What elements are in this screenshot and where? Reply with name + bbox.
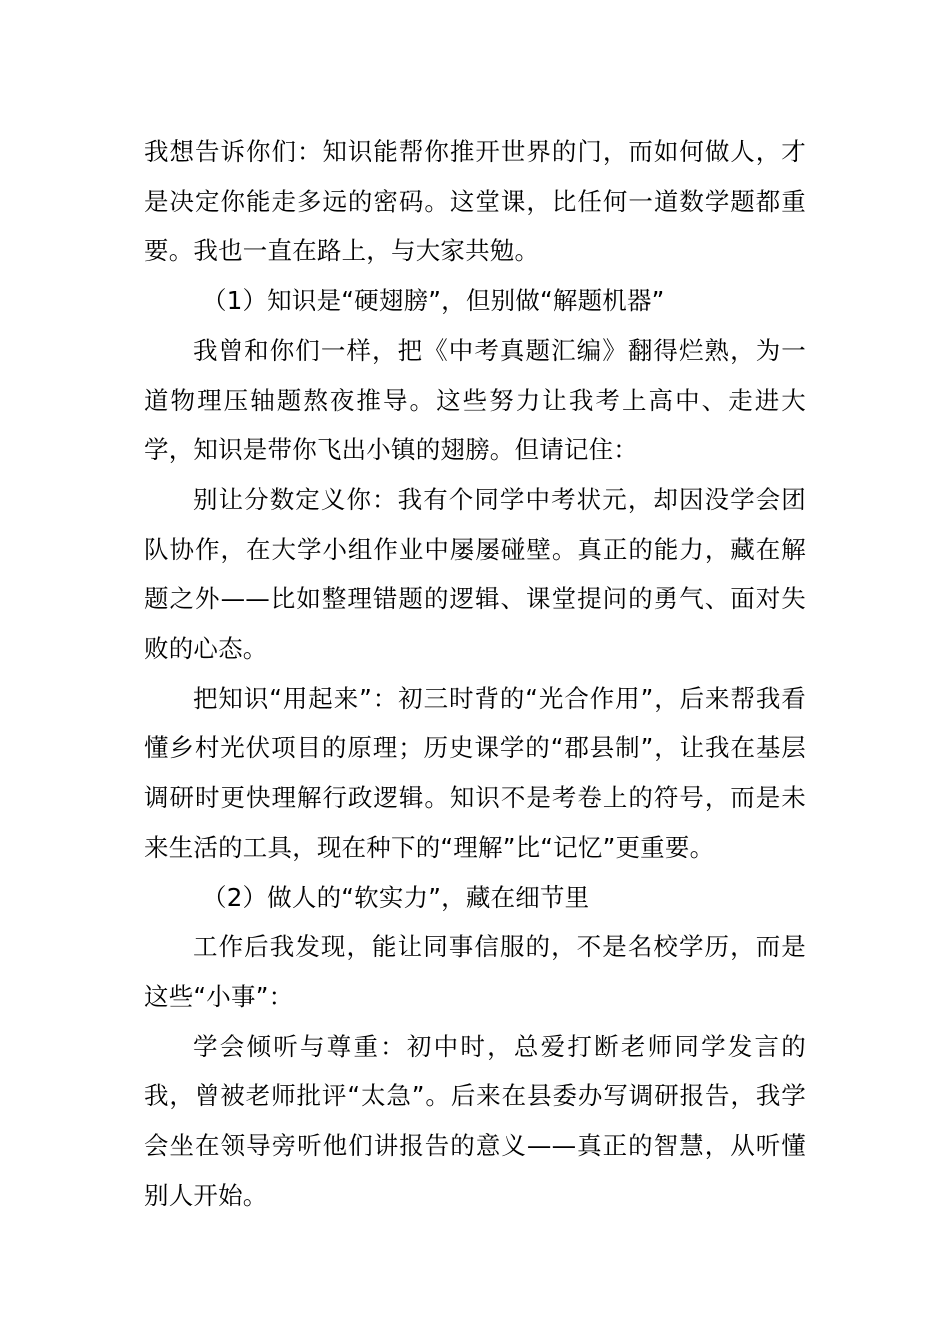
document-page [144,127,806,1220]
paragraph-4: 工作后我发现，能让同事信服的，不是名校学历，而是这些“小事”： [144,932,806,1011]
paragraph-1: 我曾和你们一样，把《中考真题汇编》翻得烂熟，为一道物理压轴题熬夜推导。这些努力让我考上高中、走进大学，知识是带你飞出小镇的翅膀。但请记住： [144,335,806,465]
section-heading-2: （2）做人的“软实力”，藏在细节里 [202,882,590,912]
section-heading-1: （1）知识是“硬翅膀”，但别做“解题机器” [202,286,665,316]
paragraph-intro: 我想告诉你们：知识能帮你推开世界的门，而如何做人，才是决定你能走多远的密码。这堂课，比任何一道数学题都重要。我也一直在路上，与大家共勉。 [144,137,806,266]
paragraph-3: 把知识“用起来”：初三时背的“光合作用”，后来帮我看懂乡村光伏项目的原理；历史课学的“郡县制”，让我在基层调研时更快理解行政逻辑。知识不是考卷上的符号，而是未来生活的工具，现在种下的“理解”比“记忆”更重要。 [144,683,806,862]
paragraph-5: 学会倾听与尊重：初中时，总爱打断老师同学发言的我，曾被老师批评“太急”。后来在县委办写调研报告，我学会坐在领导旁听他们讲报告的意义——真正的智慧，从听懂别人开始。 [144,1031,806,1210]
paragraph-2: 别让分数定义你：我有个同学中考状元，却因没学会团队协作，在大学小组作业中屡屡碰壁。真正的能力，藏在解题之外——比如整理错题的逻辑、课堂提问的勇气、面对失败的心态。 [144,484,806,664]
